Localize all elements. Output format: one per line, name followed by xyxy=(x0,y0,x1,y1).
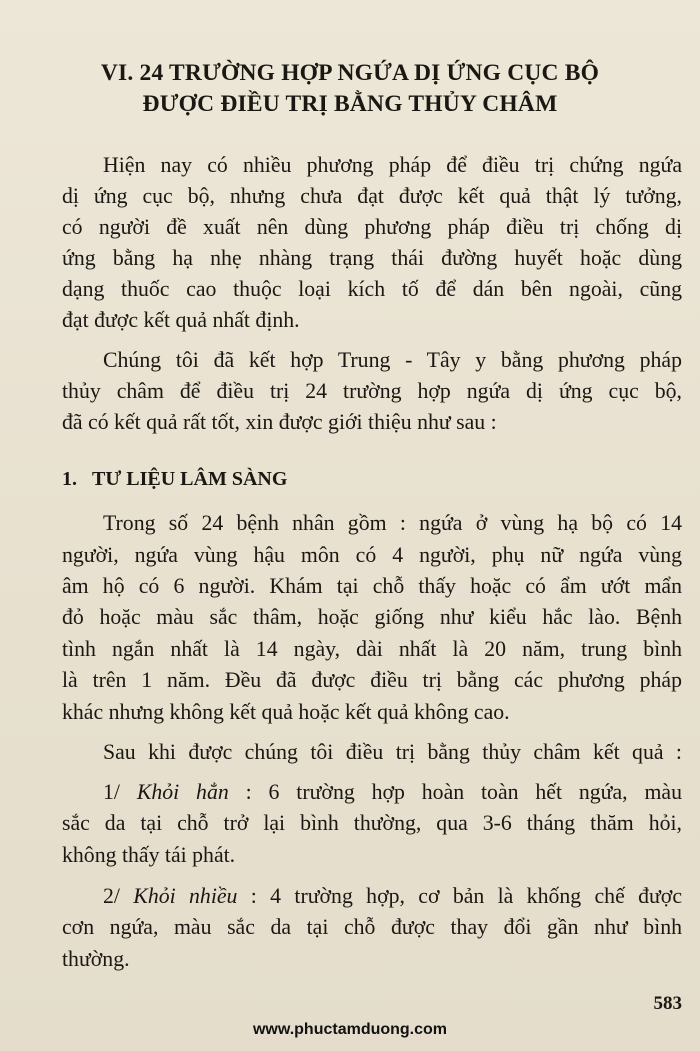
page-number: 583 xyxy=(653,993,682,1014)
paragraph-3-line-7: khác nhưng không kết quả hoặc kết quả không cao. xyxy=(62,700,510,724)
paragraph-2-line-1: Chúng tôi đã kết hợp Trung - Tây y bằng phương pháp xyxy=(103,348,682,372)
paragraph-3-line-1: Trong số 24 bệnh nhân gồm : ngứa ở vùng hạ bộ có 14 xyxy=(103,511,682,535)
paragraph-1-line-6: đạt được kết quả nhất định. xyxy=(62,308,300,332)
chapter-title-line-2: ĐƯỢC ĐIỀU TRỊ BẰNG THỦY CHÂM xyxy=(142,91,558,117)
paragraph-3-line-4: đỏ hoặc màu sắc thâm, hoặc giống như kiểu hắc lào. Bệnh xyxy=(62,605,682,629)
paragraph-3-line-3: âm hộ có 6 người. Khám tại chỗ thấy hoặc có ẩm ướt mẩn xyxy=(62,574,682,598)
section-heading xyxy=(62,468,287,491)
paragraph-3-line-6: là trên 1 năm. Đều đã được điều trị bằng các phương pháp xyxy=(62,668,682,692)
result-1-line-1 xyxy=(103,777,682,807)
paragraph-1-line-1: Hiện nay có nhiều phương pháp để điều trị chứng ngứa xyxy=(103,153,682,177)
paragraph-3-line-2: người, ngứa vùng hậu môn có 4 người, phụ nữ ngứa vùng xyxy=(62,543,682,567)
result-2-term: Khỏi nhiều xyxy=(133,884,238,908)
section-number: 1. xyxy=(62,468,77,490)
result-1-line-3: không thấy tái phát. xyxy=(62,843,236,867)
paragraph-1-line-5: dạng thuốc cao thuộc loại kích tố để dán bên ngoài, cũng xyxy=(62,277,682,301)
result-1-term: Khỏi hẳn xyxy=(136,780,229,804)
result-2-line-1 xyxy=(103,881,682,911)
chapter-title-line-1: VI. 24 TRƯỜNG HỢP NGỨA DỊ ỨNG CỤC BỘ xyxy=(100,60,600,86)
section-title: TƯ LIỆU LÂM SÀNG xyxy=(92,468,288,490)
paragraph-1-line-2: dị ứng cục bộ, nhưng chưa đạt được kết quả thật lý tưởng, xyxy=(62,184,682,208)
result-2-prefix: 2/ xyxy=(103,884,134,908)
paragraph-2-line-2: thủy châm để điều trị 24 trường hợp ngứa dị ứng cục bộ, xyxy=(62,379,682,403)
paragraph-2-line-3: đã có kết quả rất tốt, xin được giới thiệu như sau : xyxy=(62,410,497,434)
result-2-line-3: thường. xyxy=(62,947,130,971)
paragraph-3-line-5: tình ngắn nhất là 14 ngày, dài nhất là 20 năm, trung bình xyxy=(62,637,682,661)
result-1-line-2: sắc da tại chỗ trở lại bình thường, qua 3-6 tháng thăm hỏi, xyxy=(62,811,682,835)
paragraph-1-line-4: ứng bằng hạ nhẹ nhàng trạng thái đường huyết hoặc dùng xyxy=(62,246,682,270)
paragraph-4: Sau khi được chúng tôi điều trị bằng thủy châm kết quả : xyxy=(103,740,682,764)
paragraph-1-line-3: có người đề xuất nên dùng phương pháp điều trị chống dị xyxy=(62,215,682,239)
result-2-rest: : 4 trường hợp, cơ bản là khống chế được xyxy=(237,884,682,908)
result-2-line-2: cơn ngứa, màu sắc da tại chỗ được thay đổi gần như bình xyxy=(62,915,682,939)
website-watermark: www.phuctamduong.com xyxy=(252,1021,448,1038)
result-1-rest: : 6 trường hợp hoàn toàn hết ngứa, màu xyxy=(228,780,682,804)
result-1-prefix: 1/ xyxy=(103,780,137,804)
